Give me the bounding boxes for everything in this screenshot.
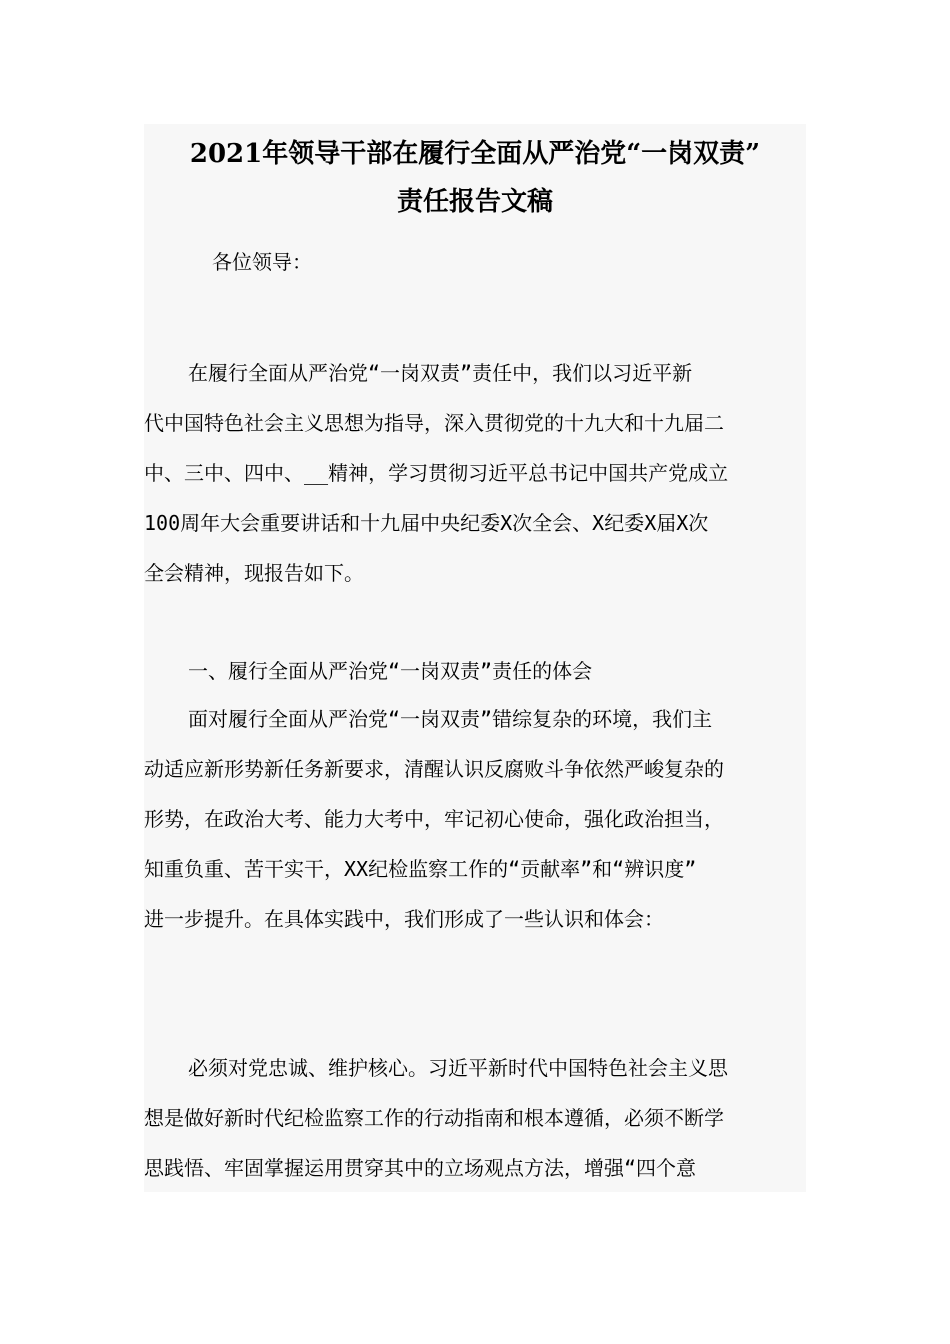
paragraph-1-line: 100周年大会重要讲话和十九届中央纪委X次全会、X纪委X届X次 (144, 511, 709, 535)
section-heading-1 (144, 646, 806, 696)
paragraph-1-line: 中、三中、四中、__精神，学习贯彻习近平总书记中国共产党成立 (144, 461, 729, 485)
paragraph-2-line: 面对履行全面从严治党“一岗双责”错综复杂的环境，我们主 (188, 707, 713, 731)
document-title-line-2: 责任报告文稿 (396, 187, 553, 217)
paragraph-2 (144, 694, 806, 944)
paragraph-2-line: 进一步提升。在具体实践中，我们形成了一些认识和体会： (144, 907, 664, 931)
paragraph-1-line: 代中国特色社会主义思想为指导，深入贯彻党的十九大和十九届二 (144, 411, 724, 435)
section-heading-1-text: 一、履行全面从严治党“一岗双责”责任的体会 (188, 659, 593, 683)
paragraph-2-line: 动适应新形势新任务新要求，清醒认识反腐败斗争依然严峻复杂的 (144, 757, 724, 781)
document-title-line-1: 2021年领导干部在履行全面从严治党“一岗双责” (189, 139, 761, 169)
paragraph-3-line: 想是做好新时代纪检监察工作的行动指南和根本遵循，必须不断学 (144, 1106, 724, 1130)
paragraph-1 (144, 348, 806, 598)
paragraph-3-line: 思践悟、牢固掌握运用贯穿其中的立场观点方法，增强“四个意 (144, 1156, 697, 1180)
paragraph-1-line: 全会精神，现报告如下。 (144, 561, 364, 585)
paragraph-2-line: 知重负重、苦干实干，XX纪检监察工作的“贡献率”和“辨识度” (144, 857, 697, 881)
document-content (144, 124, 806, 1192)
paragraph-3 (144, 1043, 806, 1192)
paragraph-3-line: 必须对党忠诚、维护核心。习近平新时代中国特色社会主义思 (188, 1056, 728, 1080)
paragraph-1-line: 在履行全面从严治党“一岗双责”责任中，我们以习近平新 (188, 361, 693, 385)
salutation: 各位领导： (212, 250, 312, 274)
paragraph-2-line: 形势，在政治大考、能力大考中，牢记初心使命，强化政治担当， (144, 807, 724, 831)
